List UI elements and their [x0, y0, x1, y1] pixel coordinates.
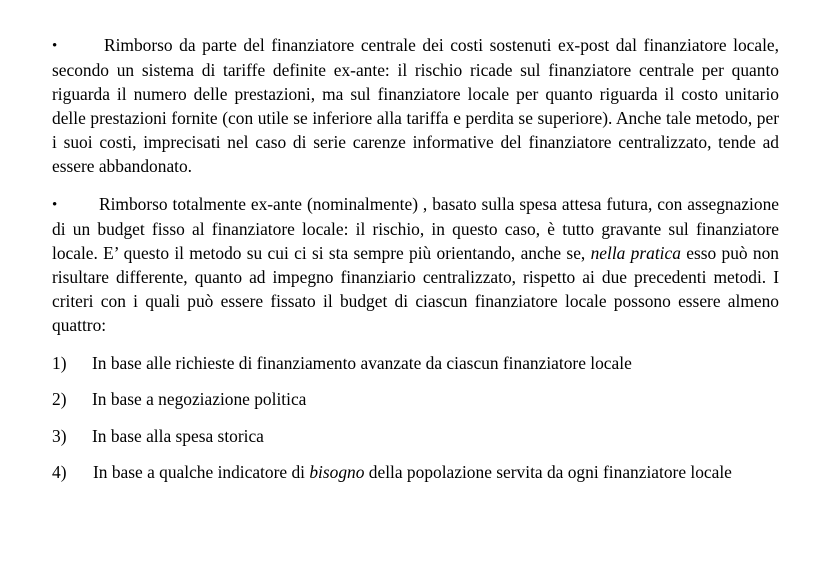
- list-number: 4): [52, 462, 67, 483]
- list-item-text: In base alle richieste di finanziamento avanzate da ciascun finanziatore locale: [92, 352, 632, 373]
- list-number: 3): [52, 425, 67, 446]
- list-item-text-end: della popolazione servita da ogni finanziatore locale: [368, 462, 732, 483]
- list-item-text: In base alla spesa storica: [92, 425, 264, 446]
- list-item: [52, 461, 779, 485]
- italic-word: bisogno: [309, 462, 365, 483]
- bullet-icon: •: [52, 38, 58, 54]
- paragraph-reimbursement-ex-post: [52, 34, 779, 178]
- list-item-text: In base a negoziazione politica: [92, 389, 307, 410]
- list-item: [52, 425, 779, 449]
- document-page: [52, 34, 779, 498]
- paragraph-text: Rimborso da parte del finanziatore centrale dei costi sostenuti ex-post dal finanziatore locale, secondo un sistema di tariffe definite ex-ante: il rischio ricade sul finanziatore centrale per quanto riguarda il numero delle prestazioni, ma sul finanziatore locale per quanto riguarda il costo unitario delle prestazioni fornite (con utile se inferiore alla tariffa e perdita se superiore). Anche tale metodo, per i suoi costi, imprecisati nel caso di serie carenze informative del finanziatore centralizzato, tende ad essere abbandonato.: [52, 35, 779, 176]
- list-item: [52, 388, 779, 412]
- italic-phrase: nella pratica: [590, 243, 681, 264]
- paragraph-text-start: Rimborso totalmente ex-ante (nominalmente) , basato sulla spesa attesa futura, con assegnazione di un budget fisso al finanziatore locale: il rischio, in questo caso, è tutto gravante sul finanziatore locale. E’ questo il metodo su cui ci si sta sempre più orientando, anche se,: [52, 194, 779, 264]
- list-item: [52, 352, 779, 376]
- list-number: 2): [52, 389, 67, 410]
- list-item-text-start: In base a qualche indicatore di: [93, 462, 305, 483]
- list-number: 1): [52, 352, 67, 373]
- bullet-icon: •: [52, 197, 58, 214]
- paragraph-text-end: esso può non risultare differente, quanto ad impegno finanziario centralizzato, rispetto ai due precedenti metodi. I criteri con i quali può essere fissato il budget di ciascun finanziatore locale possono essere almeno quattro:: [52, 243, 779, 335]
- paragraph-reimbursement-ex-ante: [52, 193, 779, 337]
